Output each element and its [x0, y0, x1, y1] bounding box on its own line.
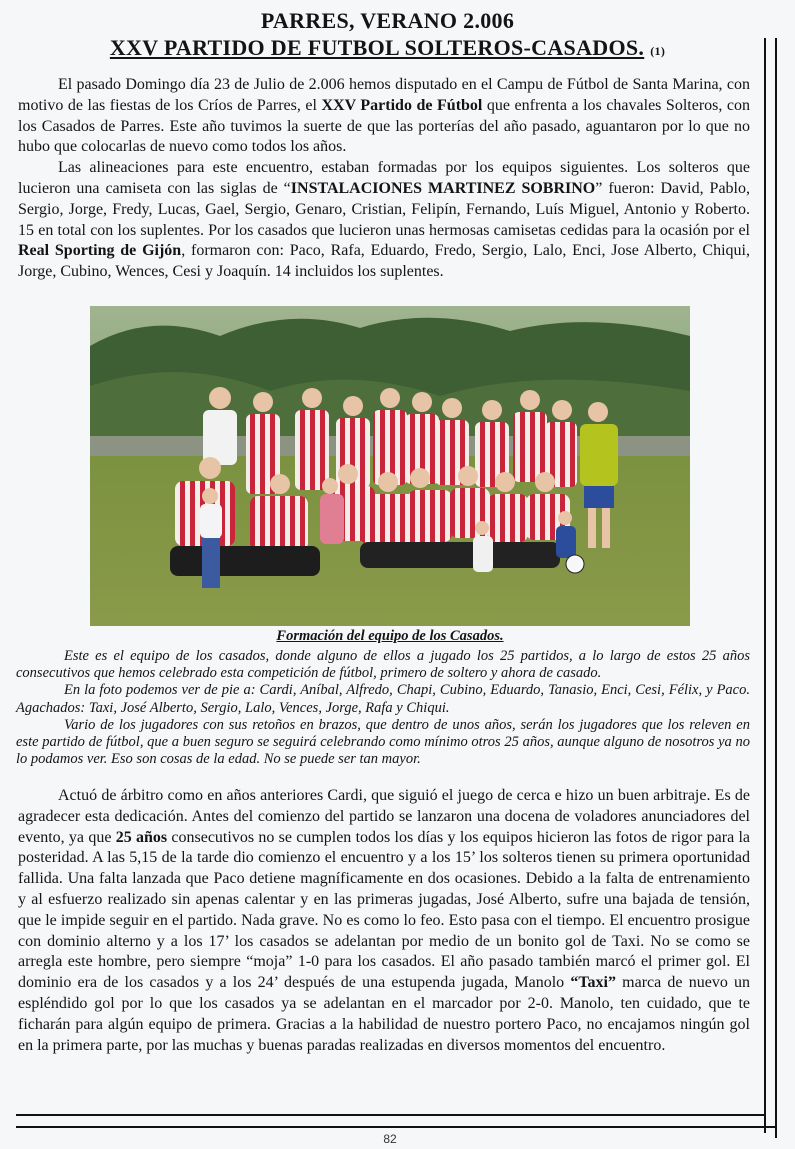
- caption-paragraph-2: En la foto podemos ver de pie a: Cardi, Aníbal, Alfredo, Chapi, Cubino, Eduardo, Tanasio, Enci, Cesi, Félix, y Paco. Agachados: Taxi, José Alberto, Sergio, Lalo, Vences, Jorge, Rafa y Chiqui.: [16, 682, 750, 716]
- caption-paragraph-1: Este es el equipo de los casados, donde alguno de ellos a jugado los 25 partidos, a lo largo de estos 25 años consecutivos que hemos celebrado esta competición de fútbol, primero de soltero y ahora de casado.: [16, 648, 750, 682]
- page-title: PARRES, VERANO 2.006: [260, 8, 515, 33]
- text-segment: marca de nuevo un espléndido gol por lo que los casados ya se adelantan en el marcador por 2-0. Manolo, ten cuidado, que te ficharán para algún equipo de primera. Gracias a la habilidad de nuestro portero Paco, no encajamos ningún gol en la primera parte, por las muchas y buenas paradas realizadas en diversos momentos del encuentro.: [18, 974, 750, 1054]
- team-photo: [90, 306, 690, 626]
- photo-caption: [16, 648, 750, 768]
- photo-caption-title: Formación del equipo de los Casados.: [276, 628, 504, 644]
- report-paragraph-1: [18, 786, 750, 1056]
- bold-text: “Taxi”: [570, 974, 616, 992]
- page-border-bottom-inner: [16, 1114, 766, 1116]
- text-segment: , formaron con: Paco, Rafa, Eduardo, Fredo, Sergio, Lalo, Enci, Jose Alberto, Chiqui, Jorge, Cubino, Wences, Cesi y Joaquín. 14 incluidos los suplentes.: [18, 242, 750, 281]
- page-border-right-inner: [764, 38, 766, 1133]
- text-segment: El pasado Domingo día 23 de Julio de 2.006 hemos disputado en el Campu de Fútbol de Santa Marina, con motivo de las fiestas de los Críos de Parres, el: [18, 76, 750, 114]
- intro-text: [18, 75, 750, 283]
- bold-text: Real Sporting de Gijón: [18, 242, 182, 260]
- text-segment: Actuó de árbitro como en años anteriores Cardi, que siguió el juego de cerca e hizo un buen arbitraje. Es de agradecer esta dedicación. Antes del comienzo del partido se lanzaron una docena de voladores anunciadores del evento, ya que: [18, 787, 750, 846]
- match-report: [18, 786, 750, 1056]
- bold-text: XXV Partido de Fútbol: [321, 96, 483, 114]
- intro-paragraph-2: [18, 158, 750, 283]
- text-segment: Las alineaciones para este encuentro, estaban formadas por los equipos siguientes. Los solteros que lucieron una camiseta con las siglas de “: [18, 159, 750, 197]
- bold-text: INSTALACIONES MARTINEZ SOBRINO: [290, 179, 596, 197]
- footnote-marker: (1): [650, 44, 666, 58]
- page-border-bottom-outer: [16, 1126, 776, 1128]
- text-segment: que enfrenta a los chavales Solteros, con los Casados de Parres. Este año tuvimos la suerte de que las porterías del año pasado, aguantaron por lo que no hubo que colocarlas de nuevo como todos los años.: [18, 96, 751, 156]
- caption-paragraph-3: Vario de los jugadores con sus retoños en brazos, que dentro de unos años, serán los jugadores que los releven en este partido de fútbol, que a buen seguro se seguirá celebrando como mínimo otros 25 años, aunque alguno de nosotros ya no lo podamos ver. Eso son cosas de la edad. No se puede ser tan mayor.: [16, 716, 750, 768]
- subtitle-text: XXV PARTIDO DE FUTBOL SOLTEROS-CASADOS.: [109, 35, 645, 60]
- text-segment: consecutivos no se cumplen todos los días y los equipos hicieron las fotos de rigor para la posteridad. A las 5,15 de la tarde dio comienzo el encuentro y a los 15’ los solteros tienen su primera oportunidad fallida. Una falta lanzada que Paco detiene magníficamente en dos ocasiones. Debido a la falta de entrenamiento y al esfuerzo realizado sin apenas calentar y en las primeras jugadas, José Alberto, sufre una bajada de tensión, que le impide seguir en el partido. Nada grave. No es como lo feo. Esto pasa con el tiempo. El encuentro prosigue con dominio alterno y a los 17’ los casados se adelantan por medio de un bonito gol de Taxi. No se como se arregla este hombre, pero siempre “moja” 1-0 para los casados. El año pasado también marcó el primer gol. El dominio era de los casados y a los 24’ después de una estupenda jugada, Manolo: [18, 828, 750, 992]
- page-border-right-outer: [775, 38, 777, 1138]
- article-subtitle: [0, 35, 775, 61]
- page-number: 82: [383, 1132, 397, 1146]
- text-segment: ” fueron: David, Pablo, Sergio, Jorge, Fredy, Lucas, Gael, Sergio, Genaro, Cristian, Felipín, Fernando, Luís Miguel, Antonio y Roberto. 15 en total con los suplentes. Por los casados que lucieron unas hermosas camisetas cedidas para la ocasión por el: [18, 179, 750, 239]
- bold-text: 25 años: [115, 828, 168, 846]
- intro-paragraph-1: [18, 75, 750, 158]
- goalkeeper-shirt: [580, 424, 618, 486]
